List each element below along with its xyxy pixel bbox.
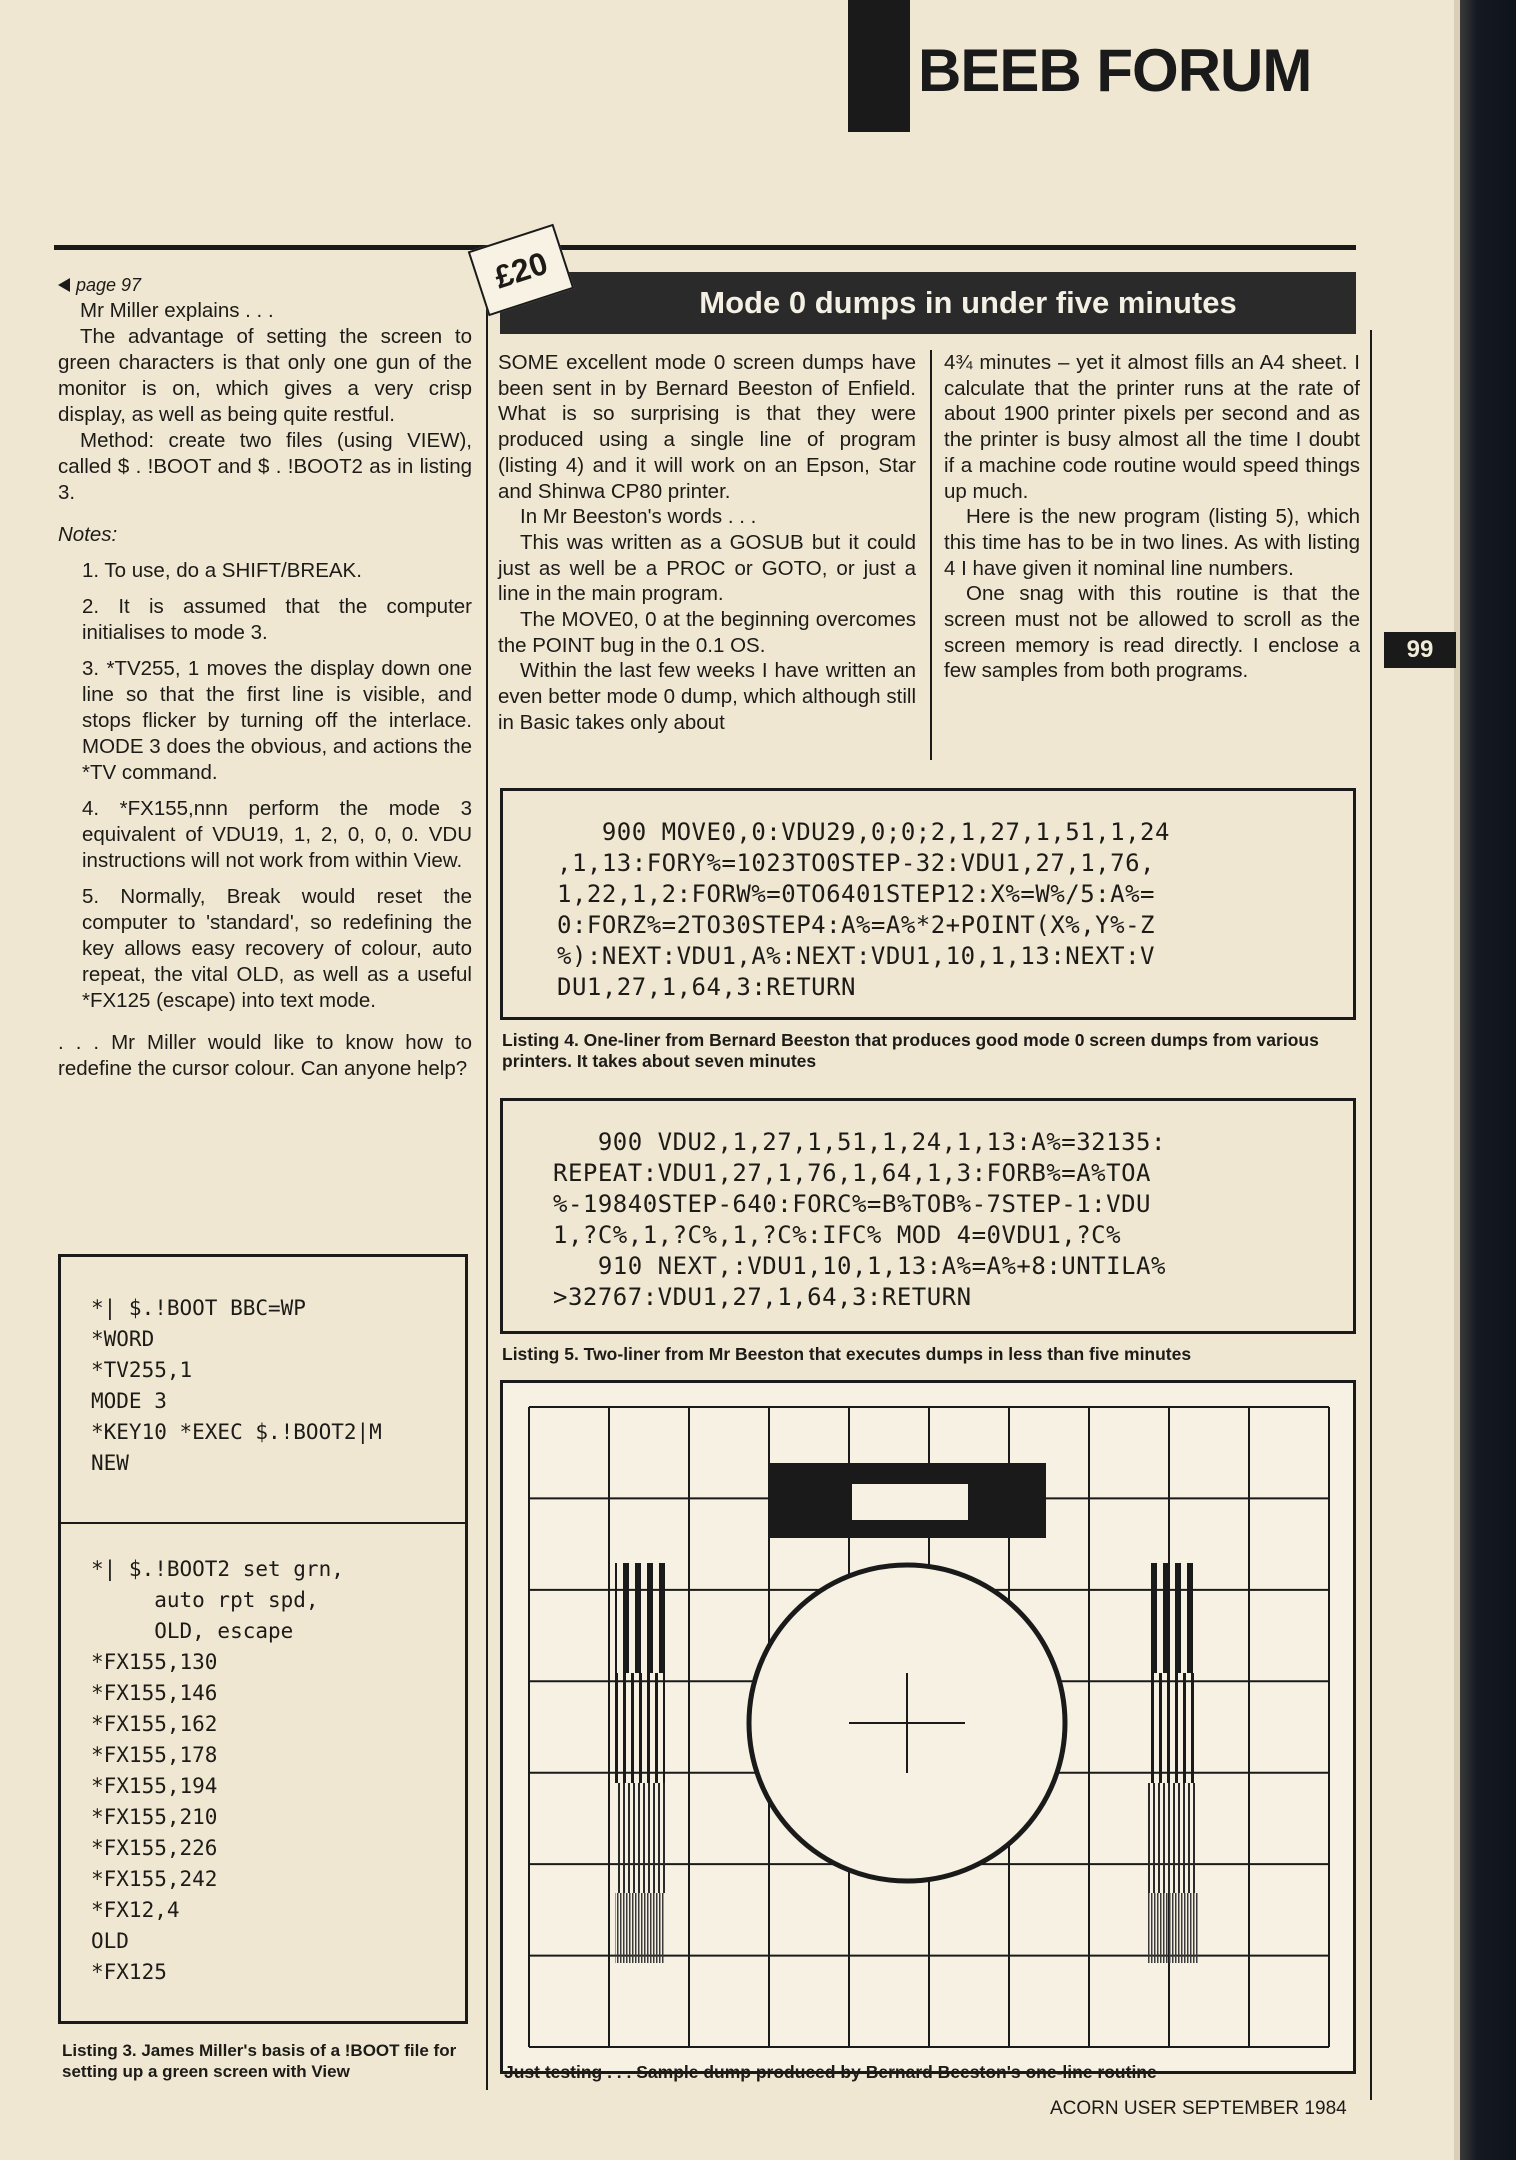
paragraph: SOME excellent mode 0 screen dumps have been sent in by Bernard Beeston of Enfield. What is so surprising is that they were produced using a single line of program (listing 4) and it will work on an Epson, Star and Shinwa CP80 printer. <box>498 351 916 503</box>
column-separator <box>930 350 932 760</box>
paragraph: One snag with this routine is that the screen must not be allowed to scroll as the screen memory is read directly. I enclose a few samples from both programs. <box>944 582 1360 683</box>
listing-4-code: 900 MOVE0,0:VDU29,0;0;2,1,27,1,51,1,24 ,1,13:FORY%=1023TO0STEP-32:VDU1,27,1,76, 1,22,1,2:FORW%=0TO6401STEP12:X%=W%/5:A%= 0:FORZ%=2TO30STEP4:A%=A%*2+POINT(X%,Y%-Z %):NEXT:VDU1,A%:NEXT:VDU1,10,1,13:NEXT:V DU1,27,1,64,3:RETURN <box>557 818 1170 1001</box>
note-item: 4. *FX155,nnn perform the mode 3 equivalent of VDU19, 1, 2, 0, 0, 0. VDU instructions will not work from within View. <box>82 797 472 872</box>
closing-paragraph: . . . Mr Miller would like to know how to redefine the cursor colour. Can anyone help? <box>58 1031 472 1080</box>
left-column <box>58 272 472 1082</box>
listing-3-caption: Listing 3. James Miller's basis of a !BOOT file for setting up a green screen with View <box>62 2041 457 2081</box>
paragraph: Within the last few weeks I have written an even better mode 0 dump, which although still in Basic takes only about <box>498 659 916 734</box>
left-frequency-bars <box>615 1563 665 1963</box>
listing-3-boot: *| $.!BOOT BBC=WP *WORD *TV255,1 MODE 3 *KEY10 *EXEC $.!BOOT2|M NEW <box>91 1296 382 1475</box>
article-column-1 <box>498 350 916 736</box>
note-item: 3. *TV255, 1 moves the display down one line so that the first line is visible, and stops flicker by turning off the interlace. MODE 3 does the obvious, and actions the *TV command. <box>82 657 472 784</box>
listing-3-boot2: *| $.!BOOT2 set grn, auto rpt spd, OLD, escape *FX155,130 *FX155,146 *FX155,162 *FX155,178 *FX155,194 *FX155,210 *FX155,226 *FX155,242 *FX12,4 OLD *FX125 <box>91 1557 344 1984</box>
note-item: 2. It is assumed that the computer initialises to mode 3. <box>82 595 472 644</box>
page-number: 99 <box>1384 632 1456 668</box>
test-card-image <box>503 1383 1353 2071</box>
listing-5-box <box>500 1098 1356 1334</box>
listing-4-caption: Listing 4. One-liner from Bernard Beeston that produces good mode 0 screen dumps from various printers. It takes about seven minutes <box>502 1030 1319 1071</box>
page-reference <box>58 272 472 298</box>
prize-badge: £20 <box>468 224 575 316</box>
listing-divider <box>61 1522 465 1524</box>
paragraph: 4¾ minutes – yet it almost fills an A4 sheet. I calculate that the printer runs at the rate of about 1900 printer pixels per second and as the printer is busy almost all the time I doubt if a machine code routine would speed things up much. <box>944 351 1360 503</box>
paragraph: The MOVE0, 0 at the beginning overcomes the POINT bug in the 0.1 OS. <box>498 608 916 657</box>
listing-4-box <box>500 788 1356 1020</box>
paragraph: This was written as a GOSUB but it could just as well be a PROC or GOTO, or just a line in the main program. <box>498 530 916 606</box>
headline-bar <box>500 272 1356 334</box>
back-arrow-icon <box>58 278 70 292</box>
section-title: BEEB FORUM <box>918 37 1312 104</box>
test-card-caption: Just testing . . . Sample dump produced by Bernard Beeston's one-line routine <box>504 2062 1157 2082</box>
paragraph: Here is the new program (listing 5), which this time has to be in two lines. As with listing 4 I have given it nominal line numbers. <box>944 505 1360 580</box>
column-rule <box>486 270 488 2090</box>
paragraph: The advantage of setting the screen to green characters is that only one gun of the monitor is on, which gives a very crisp display, as well as being quite restful. <box>58 325 472 426</box>
page-ref-text: page 97 <box>76 275 142 295</box>
notes-label: Notes: <box>58 523 118 546</box>
listing-5-code: 900 VDU2,1,27,1,51,1,24,1,13:A%=32135: REPEAT:VDU1,27,1,76,1,64,1,3:FORB%=A%TOA %-19840STEP-640:FORC%=B%TOB%-7STEP-1:VDU 1,?C%,1,?C%,1,?C%:IFC% MOD 4=0VDU1,?C% 910 NEXT,:VDU1,10,1,13:A%=A%+8:UNTILA% >32767:VDU1,27,1,64,3:RETURN <box>553 1128 1166 1311</box>
note-item: 5. Normally, Break would reset the computer to 'standard', so redefining the key allows easy recovery of colour, auto repeat, the vital OLD, as well as a useful *FX125 (escape) into text mode. <box>82 885 472 1012</box>
headline: Mode 0 dumps in under five minutes <box>699 285 1237 320</box>
note-item: 1. To use, do a SHIFT/BREAK. <box>82 559 362 582</box>
right-frequency-bars <box>1148 1563 1198 1963</box>
footer: ACORN USER SEPTEMBER 1984 <box>1050 2098 1347 2119</box>
right-rule <box>1370 330 1372 2100</box>
paragraph: Mr Miller explains . . . <box>80 299 274 322</box>
top-rule <box>54 245 1356 250</box>
article-column-2 <box>944 350 1360 684</box>
top-white-window <box>851 1483 969 1521</box>
paragraph: In Mr Beeston's words . . . <box>520 505 757 529</box>
binding-spine <box>1460 0 1516 2160</box>
listing-3-box <box>58 1254 468 2024</box>
header-block <box>848 0 910 132</box>
paragraph: Method: create two files (using VIEW), called $ . !BOOT and $ . !BOOT2 as in listing 3. <box>58 429 472 504</box>
listing-5-caption: Listing 5. Two-liner from Mr Beeston that executes dumps in less than five minutes <box>502 1344 1192 1364</box>
test-card-dump <box>500 1380 1356 2074</box>
